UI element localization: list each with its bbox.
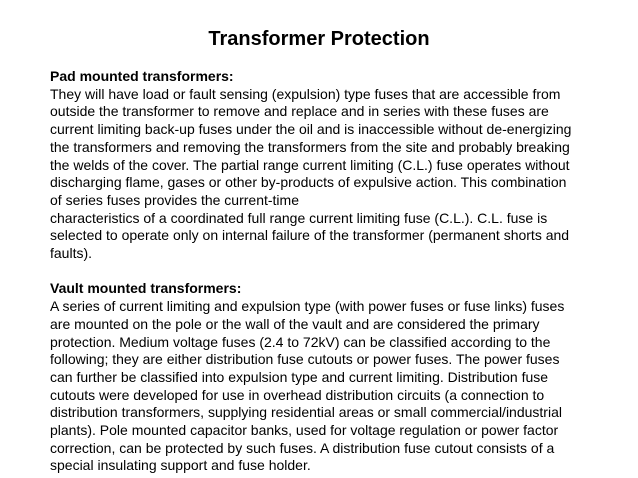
paragraph-line: distribution transformers, supplying residential areas or small commercial/industrial xyxy=(50,404,562,421)
paragraph-line: can further be classified into expulsion type and current limiting. Distribution fuse xyxy=(50,368,549,385)
paragraph-line: characteristics of a coordinated full range current limiting fuse (C.L.). C.L. fuse is xyxy=(50,209,548,226)
section-heading: Pad mounted transformers: xyxy=(50,68,234,84)
paragraph-line: discharging flame, gases or other by-products of expulsive action. This combination xyxy=(50,174,567,191)
paragraph-line: current limiting back-up fuses under the oil and is inaccessible without de-energizing xyxy=(50,121,572,138)
paragraph-line: protection. Medium voltage fuses (2.4 to 72kV) can be classified according to the xyxy=(50,333,551,350)
section-spacer xyxy=(50,263,610,281)
paragraph-line: of series fuses provides the current-time xyxy=(50,191,299,208)
section-heading: Vault mounted transformers: xyxy=(50,280,242,297)
paragraph-line: selected to operate only on internal failure of the transformer (permanent shorts and xyxy=(50,227,570,244)
paragraph-line: faults). xyxy=(50,245,93,262)
paragraph-line: correction, can be protected by such fuses. A distribution fuse cutout consists of a xyxy=(50,439,555,456)
paragraph-line: They will have load or fault sensing (expulsion) type fuses that are accessible from xyxy=(50,85,561,102)
slide-title: Transformer Protection xyxy=(208,28,430,50)
section-vault-mounted xyxy=(50,280,610,475)
paragraph-line: special insulating support and fuse holder. xyxy=(50,457,311,474)
paragraph-line: plants). Pole mounted capacitor banks, used for voltage regulation or power factor xyxy=(50,422,559,439)
slide-body xyxy=(50,68,610,475)
paragraph-line: A series of current limiting and expulsion type (with power fuses or fuse links) fuses xyxy=(50,298,565,315)
paragraph-line: cutouts were developed for use in overhead distribution circuits (a connection to xyxy=(50,386,545,403)
section-pad-mounted xyxy=(50,68,610,263)
paragraph-line: are mounted on the pole or the wall of the vault and are considered the primary xyxy=(50,315,540,332)
paragraph-line: the welds of the cover. The partial range current limiting (C.L.) fuse operates without xyxy=(50,156,570,173)
paragraph-line: following; they are either distribution fuse cutouts or power fuses. The power fuses xyxy=(50,351,560,368)
paragraph-line: the transformers and removing the transformers from the site and probably breaking xyxy=(50,138,570,155)
paragraph-line: outside the transformer to remove and replace and in series with these fuses are xyxy=(50,103,549,120)
